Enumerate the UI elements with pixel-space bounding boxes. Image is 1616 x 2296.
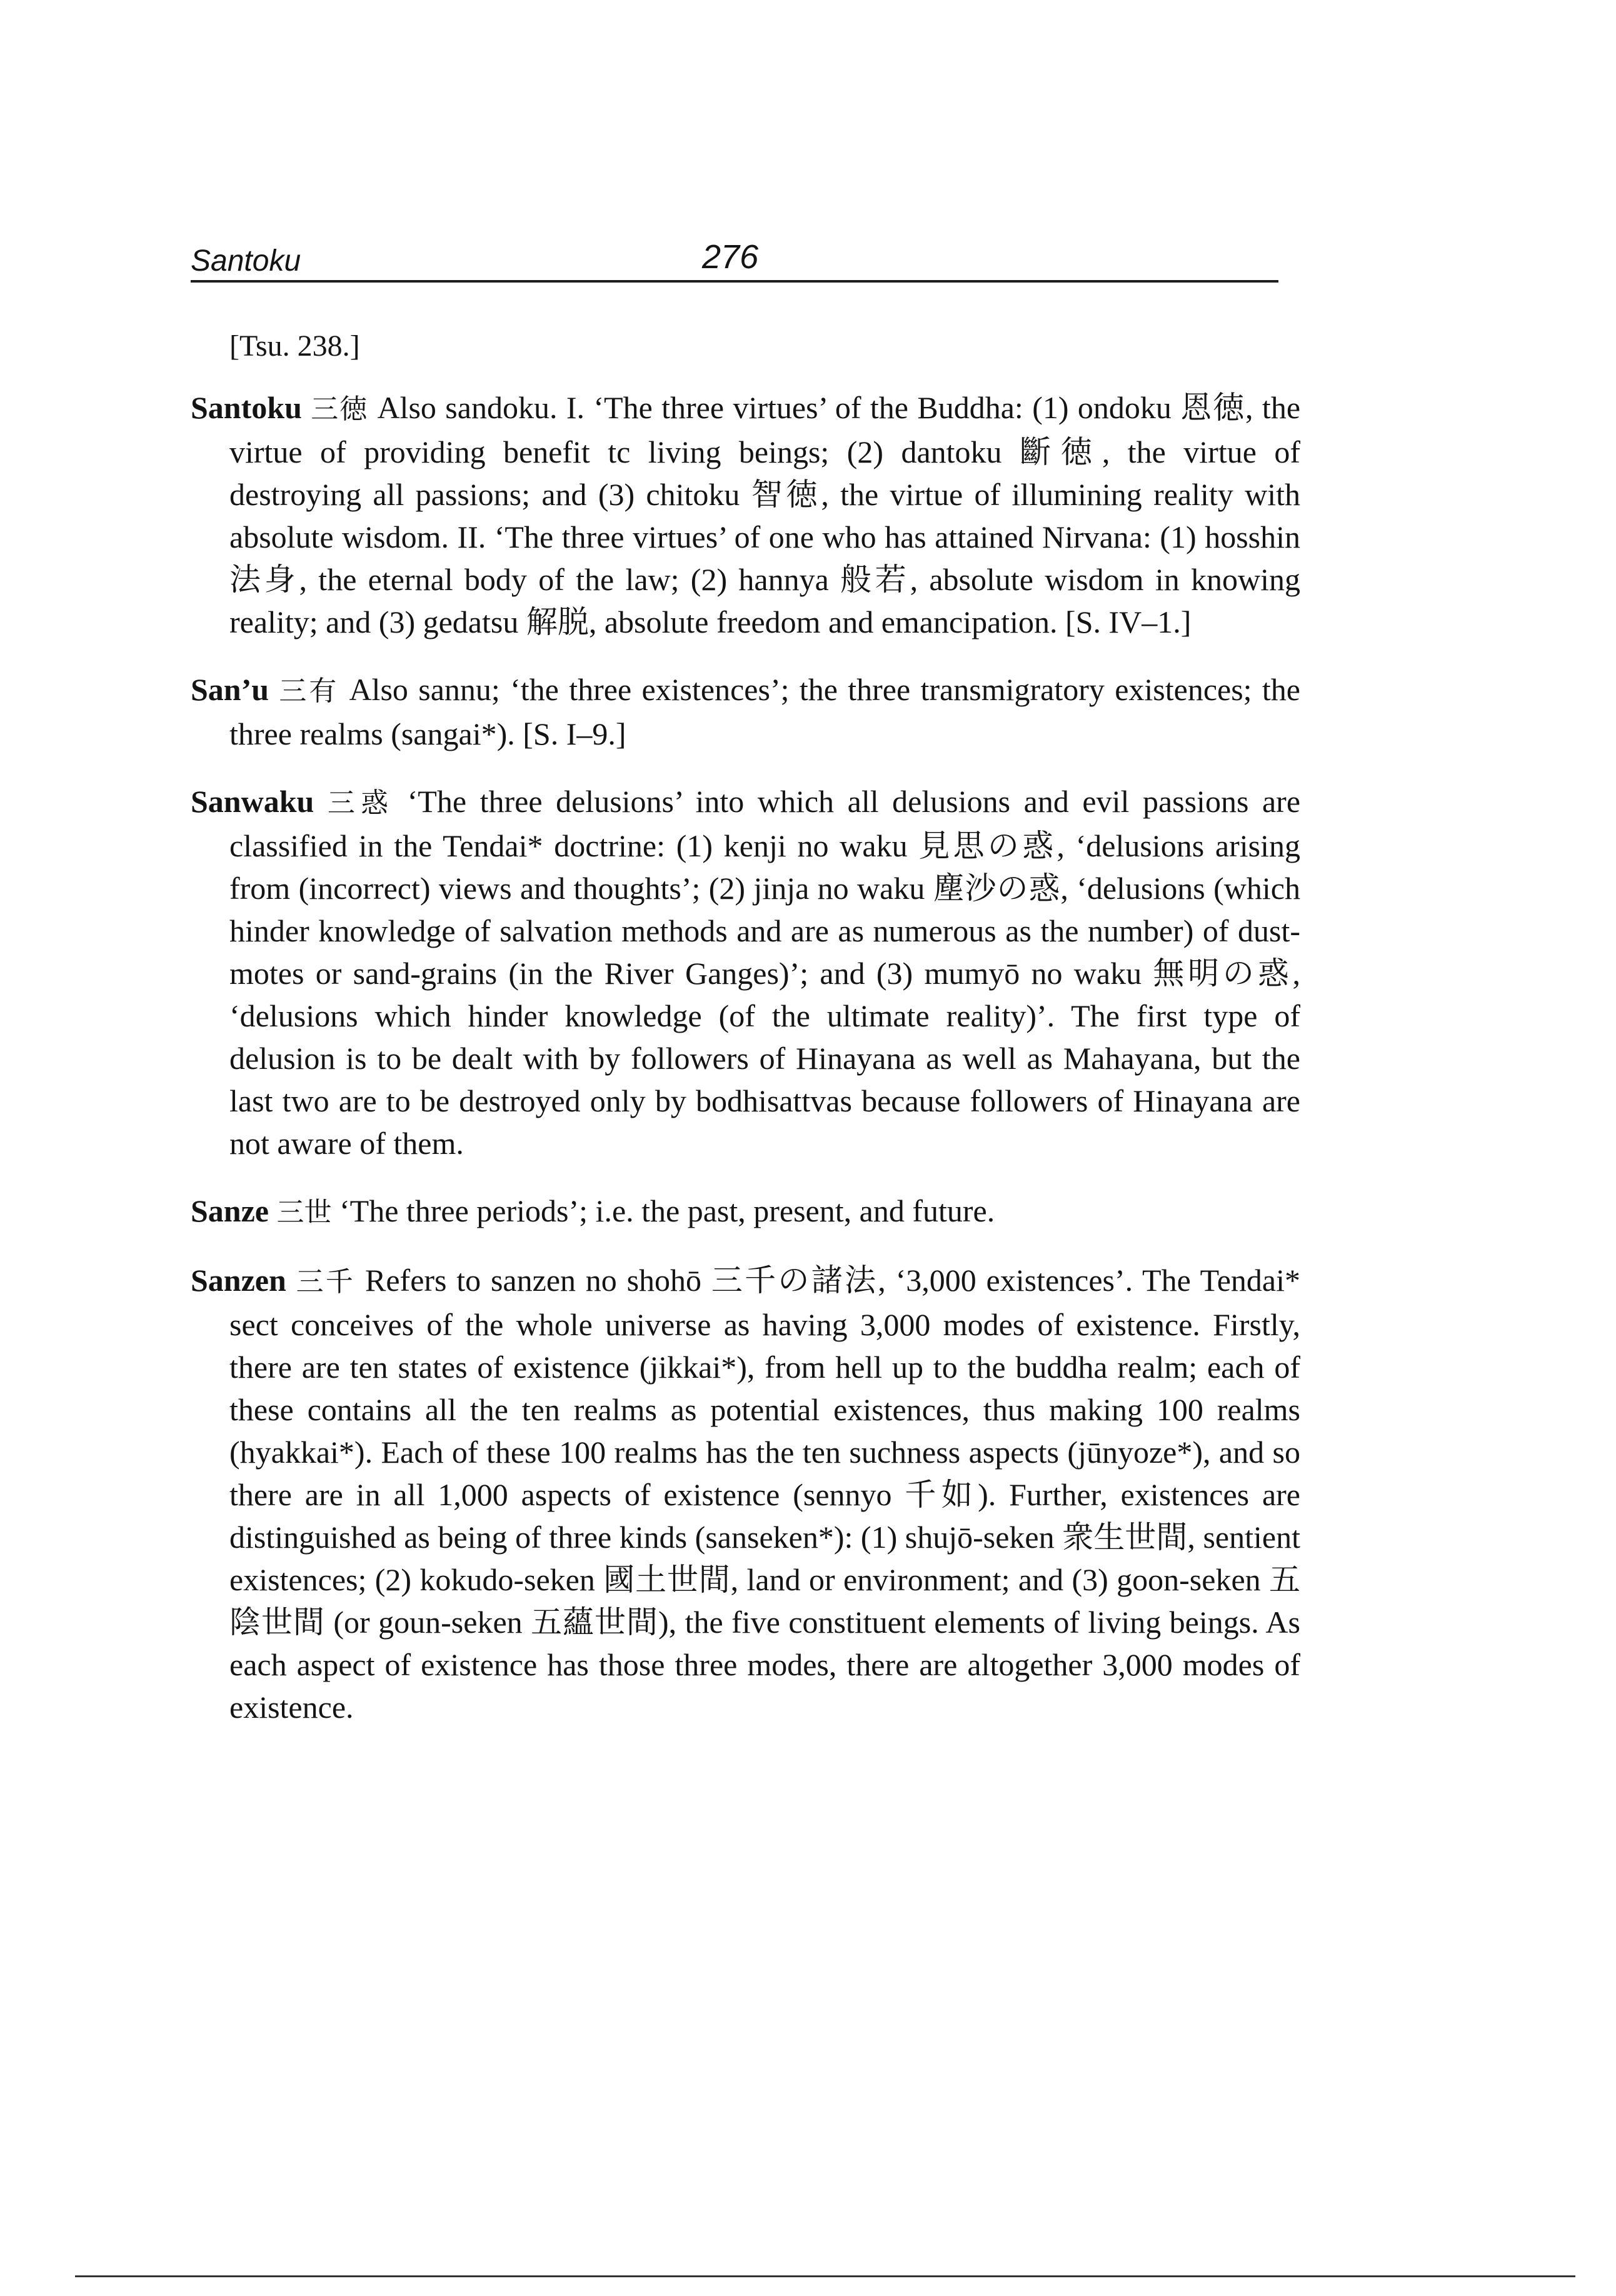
entry-kanji: 三千 [296,1266,356,1298]
dictionary-column [191,325,1300,1753]
entry-kanji: 三世 [276,1196,332,1228]
entry-headword: Santoku [191,390,302,425]
running-title: Santoku [191,244,301,278]
entry-definition: ‘The three delusions’ into which all delusions and evil passions are classified in the Tendai* doctrine: (1) kenji no waku 見思の惑, ‘delusions arising from (incorrect) views and thoughts’; (2) jinja no waku 塵沙の惑, ‘delusions (which hinder knowledge of salvation methods and are as numerous as the number) of dust-motes or sand-grains (in the River Ganges)’; and (3) mumyō no waku 無明の惑, ‘delusions which hinder knowledge (of the ultimate reality)’. The first type of delusion is to be dealt with by followers of Hinayana as well as Mahayana, but the last two are to be destroyed only by bodhisattvas because followers of Hinayana are not aware of them. [229,784,1301,1161]
entry-sanzen [191,1259,1300,1728]
entry-definition: ‘The three periods’; i.e. the past, present, and future. [339,1193,995,1228]
entry-kanji: 三惑 [327,787,394,819]
bottom-rule [75,2275,1575,2277]
carry-over-reference: [Tsu. 238.] [229,329,360,363]
entry-headword: San’u [191,672,269,707]
entry-headword: Sanzen [191,1263,286,1298]
entry-sanwaku [191,780,1300,1165]
entry-sanze [191,1190,1300,1234]
entry-kanji: 三徳 [311,393,369,425]
header-rule [191,280,1278,283]
entry-sanu [191,668,1300,755]
page-number: 276 [702,238,759,276]
entry-definition: Also sannu; ‘the three existences’; the three transmigratory existences; the three realms (sangai*). [S. I–9.] [229,672,1301,751]
entry-definition: Refers to sanzen no shohō 三千の諸法, ‘3,000 existences’. The Tendai* sect conceives of the whole universe as having 3,000 modes of existence. Firstly, there are ten states of existence (jikkai*), from hell up to the buddha realm; each of these contains all the ten realms as potential existences, thus making 100 realms (hyakkai*). Each of these 100 realms has the ten suchness aspects (jūnyoze*), and so there are in all 1,000 aspects of existence (sennyo 千如). Further, existences are distinguished as being of three kinds (sanseken*): (1) shujō-seken 衆生世間, sentient existences; (2) kokudo-seken 國土世間, land or environment; and (3) goon-seken 五陰世間 (or goun-seken 五蘊世間), the five constituent elements of living beings. As each aspect of existence has those three modes, there are altogether 3,000 modes of existence. [229,1263,1301,1725]
entry-headword: Sanze [191,1193,269,1228]
entry-headword: Sanwaku [191,784,314,819]
entry-kanji: 三有 [279,675,339,707]
entry-definition: Also sandoku. I. ‘The three virtues’ of the Buddha: (1) ondoku 恩徳, the virtue of providing benefit tc living beings; (2) dantoku 斷徳, the virtue of destroying all passions; and (3) chitoku 智徳, the virtue of illumining reality with absolute wisdom. II. ‘The three virtues’ of one who has attained Nirvana: (1) hosshin 法身, the eternal body of the law; (2) hannya 般若, absolute wisdom in knowing reality; and (3) gedatsu 解脱, absolute freedom and emancipation. [S. IV–1.] [229,390,1301,639]
entry-santoku [191,386,1300,643]
running-head [191,231,1278,276]
